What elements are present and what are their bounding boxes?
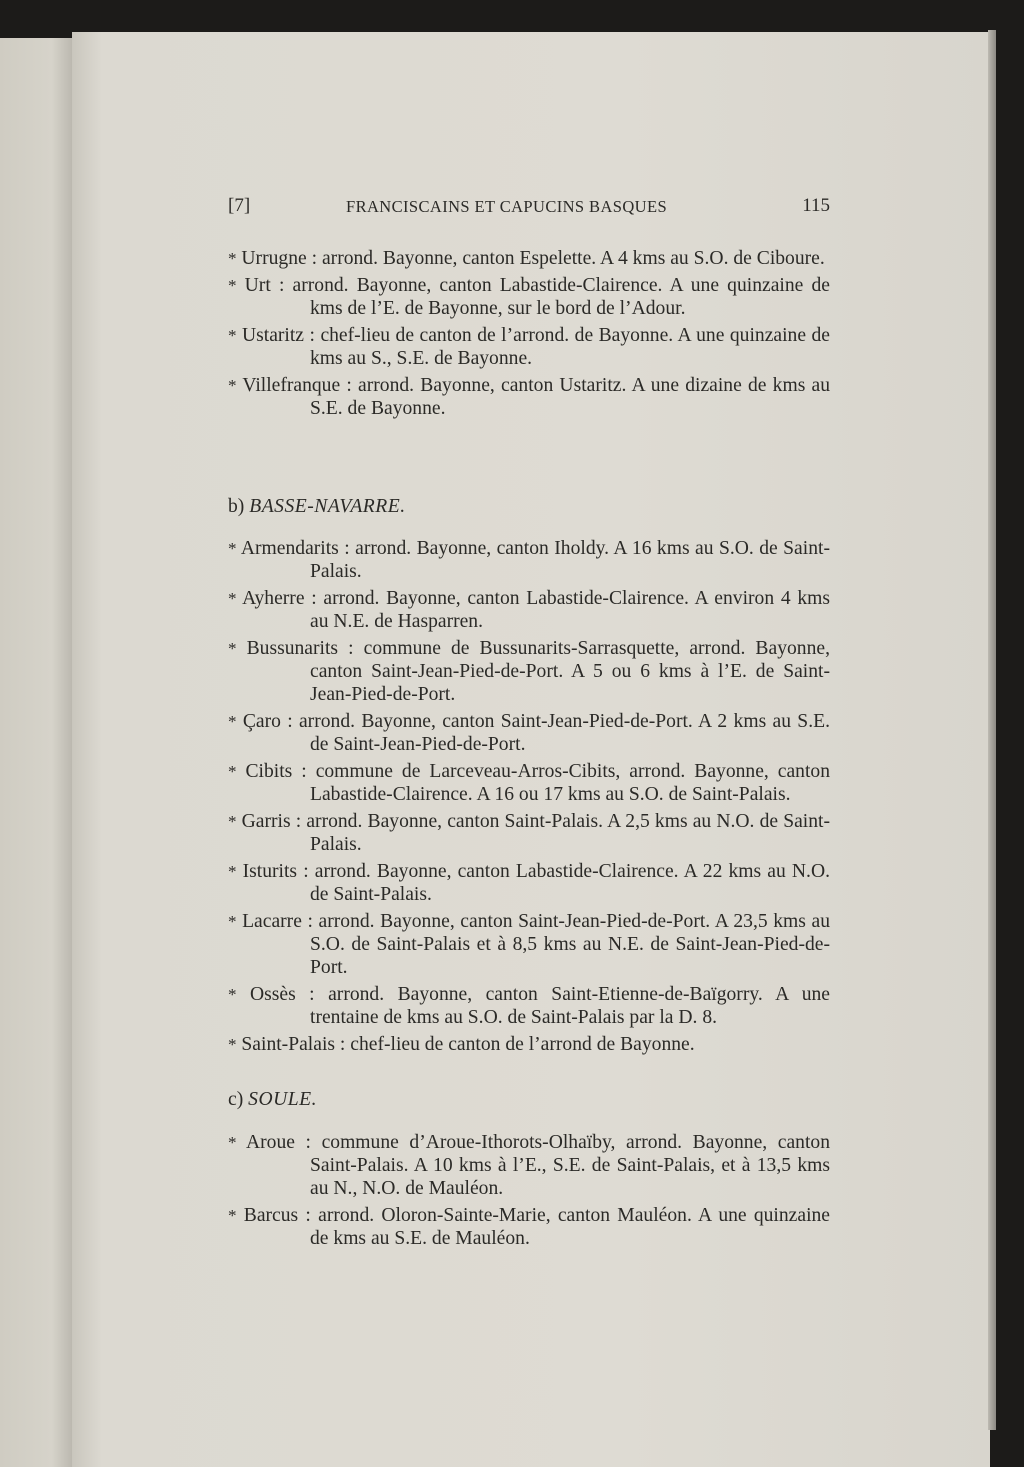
- section-number: [7]: [228, 195, 251, 216]
- place-name: Bussunarits: [246, 638, 339, 659]
- asterisk-marker: *: [228, 762, 237, 781]
- place-description: arrond. Bayonne, canton Saint-Palais. A 2,5 kms au N.O. de Saint-Palais.: [306, 811, 830, 855]
- asterisk-marker: *: [228, 276, 237, 295]
- place-entry: [228, 374, 830, 420]
- separator: :: [303, 861, 309, 882]
- place-entry: [228, 324, 830, 370]
- place-name: Lacarre: [242, 911, 302, 932]
- asterisk-marker: *: [228, 985, 237, 1004]
- separator: :: [305, 1205, 311, 1226]
- place-name: Cibits: [245, 761, 293, 782]
- asterisk-marker: *: [228, 326, 237, 345]
- place-name: Villefranque: [242, 375, 341, 396]
- entry-list-labourd: [228, 247, 830, 424]
- place-entry: [228, 810, 830, 856]
- place-name: Urt: [244, 275, 271, 296]
- place-entry: [228, 537, 830, 583]
- place-name: Barcus: [243, 1205, 299, 1226]
- place-description: arrond. Oloron-Sainte-Marie, canton Mauléon. A une quinzaine de kms au S.E. de Mauléon.: [310, 1205, 831, 1249]
- running-header: [228, 195, 830, 221]
- separator: :: [311, 248, 318, 269]
- left-page-edge: [0, 38, 74, 1467]
- place-description: arrond. Bayonne, canton Saint-Jean-Pied-de-Port. A 23,5 kms au S.O. de Saint-Palais et à 8,5 kms au N.E. de Saint-Jean-Pied-de-Port.: [310, 911, 830, 978]
- place-name: Garris: [241, 811, 291, 832]
- place-description: arrond. Bayonne, canton Ustaritz. A une dizaine de kms au S.E. de Bayonne.: [310, 375, 831, 419]
- separator: :: [348, 638, 354, 659]
- asterisk-marker: *: [228, 912, 237, 931]
- place-description: commune de Larceveau-Arros-Cibits, arrond. Bayonne, canton Labastide-Clairence. A 16 ou 17 kms au S.O. de Saint-Palais.: [310, 761, 831, 805]
- asterisk-marker: *: [228, 712, 237, 731]
- asterisk-marker: *: [228, 812, 237, 831]
- place-description: arrond. Bayonne, canton Saint-Etienne-de-Baïgorry. A une trentaine de kms au S.O. de Saint-Palais par la D. 8.: [310, 984, 830, 1028]
- place-name: Isturits: [242, 861, 298, 882]
- place-description: arrond. Bayonne, canton Iholdy. A 16 kms au S.O. de Saint-Palais.: [310, 538, 830, 582]
- section-heading-basse-navarre: [228, 496, 406, 518]
- entry-list-basse-navarre: [228, 537, 830, 1060]
- asterisk-marker: *: [228, 1206, 237, 1225]
- asterisk-marker: *: [228, 639, 237, 658]
- place-name: Armendarits: [240, 538, 339, 559]
- entry-list-soule: [228, 1131, 830, 1254]
- place-entry: [228, 910, 830, 979]
- separator: :: [311, 588, 317, 609]
- separator: :: [346, 375, 352, 396]
- place-entry: [228, 637, 830, 706]
- separator: :: [305, 1132, 311, 1153]
- place-entry: [228, 587, 830, 633]
- place-name: Ossès: [249, 984, 296, 1005]
- page-stack-edge: [988, 30, 996, 1430]
- section-heading-soule: [228, 1089, 317, 1111]
- asterisk-marker: *: [228, 539, 237, 558]
- separator: :: [287, 711, 293, 732]
- place-name: Urrugne: [241, 248, 307, 269]
- page-number: 115: [802, 195, 830, 216]
- place-entry: [228, 274, 830, 320]
- separator: :: [339, 1034, 346, 1055]
- separator: :: [309, 325, 315, 346]
- separator: :: [278, 275, 285, 296]
- separator: :: [301, 761, 307, 782]
- place-description: arrond. Bayonne, canton Espelette. A 4 kms au S.O. de Ciboure.: [321, 248, 825, 269]
- place-name: Saint-Palais: [241, 1034, 336, 1055]
- place-entry: [228, 1033, 830, 1056]
- running-title: FRANCISCAINS ET CAPUCINS BASQUES: [346, 197, 668, 216]
- place-description: commune de Bussunarits-Sarrasquette, arrond. Bayonne, canton Saint-Jean-Pied-de-Port. A 5 ou 6 kms à l’E. de Saint-Jean-Pied-de-Port.: [310, 638, 830, 705]
- place-entry: [228, 247, 830, 270]
- asterisk-marker: *: [228, 249, 237, 268]
- place-description: chef-lieu de canton de l’arrond de Bayonne.: [350, 1034, 695, 1055]
- place-entry: [228, 760, 830, 806]
- place-description: arrond. Bayonne, canton Saint-Jean-Pied-de-Port. A 2 kms au S.E. de Saint-Jean-Pied-de-Port.: [298, 711, 830, 755]
- asterisk-marker: *: [228, 589, 237, 608]
- place-entry: [228, 1204, 830, 1250]
- place-entry: [228, 983, 830, 1029]
- separator: :: [295, 811, 302, 832]
- asterisk-marker: *: [228, 1035, 237, 1054]
- separator: :: [307, 911, 313, 932]
- section-title: SOULE.: [248, 1089, 318, 1110]
- asterisk-marker: *: [228, 862, 237, 881]
- place-entry: [228, 860, 830, 906]
- place-name: Ustaritz: [241, 325, 305, 346]
- separator: :: [309, 984, 315, 1005]
- section-title: BASSE-NAVARRE.: [249, 496, 406, 517]
- section-letter: c): [228, 1089, 244, 1110]
- place-description: arrond. Bayonne, canton Labastide-Clairence. A environ 4 kms au N.E. de Hasparren.: [310, 588, 830, 632]
- separator: :: [344, 538, 350, 559]
- place-description: arrond. Bayonne, canton Labastide-Clairence. A une quinzaine de kms de l’E. de Bayonne, sur le bord de l’Adour.: [292, 275, 830, 319]
- place-description: arrond. Bayonne, canton Labastide-Clairence. A 22 kms au N.O. de Saint-Palais.: [310, 861, 830, 905]
- asterisk-marker: *: [228, 1133, 237, 1152]
- place-name: Ayherre: [242, 588, 305, 609]
- place-name: Aroue: [246, 1132, 295, 1153]
- place-description: commune d’Aroue-Ithorots-Olhaïby, arrond. Bayonne, canton Saint-Palais. A 10 kms à l’E., S.E. de Saint-Palais, et à 13,5 kms au N., N.O. de Mauléon.: [310, 1132, 830, 1199]
- asterisk-marker: *: [228, 376, 237, 395]
- place-description: chef-lieu de canton de l’arrond. de Bayonne. A une quinzaine de kms au S., S.E. de Bayonne.: [310, 325, 830, 369]
- place-name: Çaro: [242, 711, 281, 732]
- place-entry: [228, 710, 830, 756]
- section-letter: b): [228, 496, 245, 517]
- place-entry: [228, 1131, 830, 1200]
